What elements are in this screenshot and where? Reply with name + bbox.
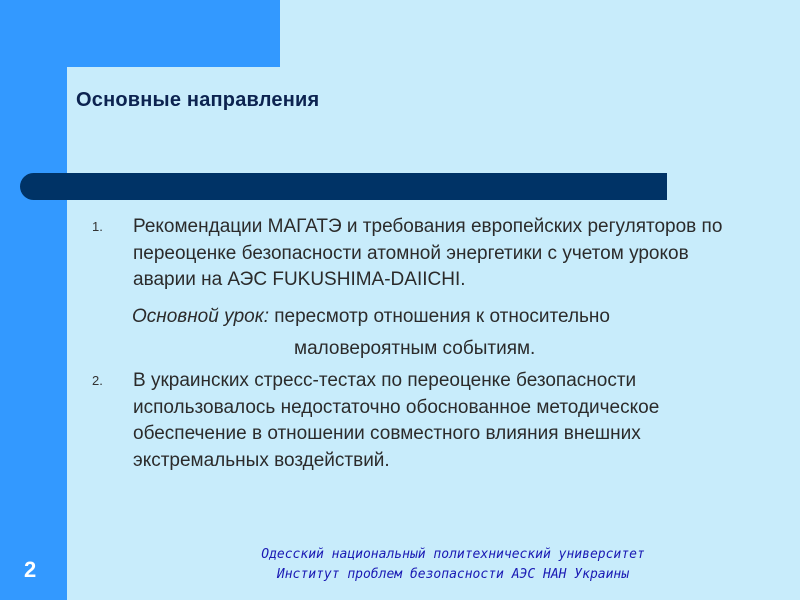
main-lesson-text: пересмотр отношения к относительно [268,305,610,327]
slide-title: Основные направления [76,89,320,111]
list-item-text: Рекомендации МАГАТЭ и требования европейских регуляторов по переоценке безопасности атомной энергетики с учетом уроков аварии на АЭС FUKUSHIMA-DAIICHI. [133,216,723,290]
list-marker: 1. [92,219,103,234]
footer [218,545,688,585]
list-marker: 2. [92,373,103,388]
list-item-2 [92,368,732,474]
main-lesson [132,304,732,330]
footer-university: Одесский национальный политехнический университет [261,547,645,562]
left-accent-strip [0,67,67,600]
top-accent-block [0,0,280,67]
list-item-text: В украинских стресс-тестах по переоценке безопасности использовалось недостаточно обоснованное методическое обеспечение в отношении совместного влияния внешних экстремальных воздействий. [133,370,660,471]
numbered-list [92,214,732,474]
list-item-1 [92,214,732,294]
main-lesson-continuation: маловероятным событиям. [294,337,536,359]
slide-number: 2 [24,557,37,582]
title-underline-bar [20,173,667,200]
main-lesson-label: Основной урок: [132,305,269,327]
footer-institute: Институт проблем безопасности АЭС НАН Украины [276,567,630,582]
